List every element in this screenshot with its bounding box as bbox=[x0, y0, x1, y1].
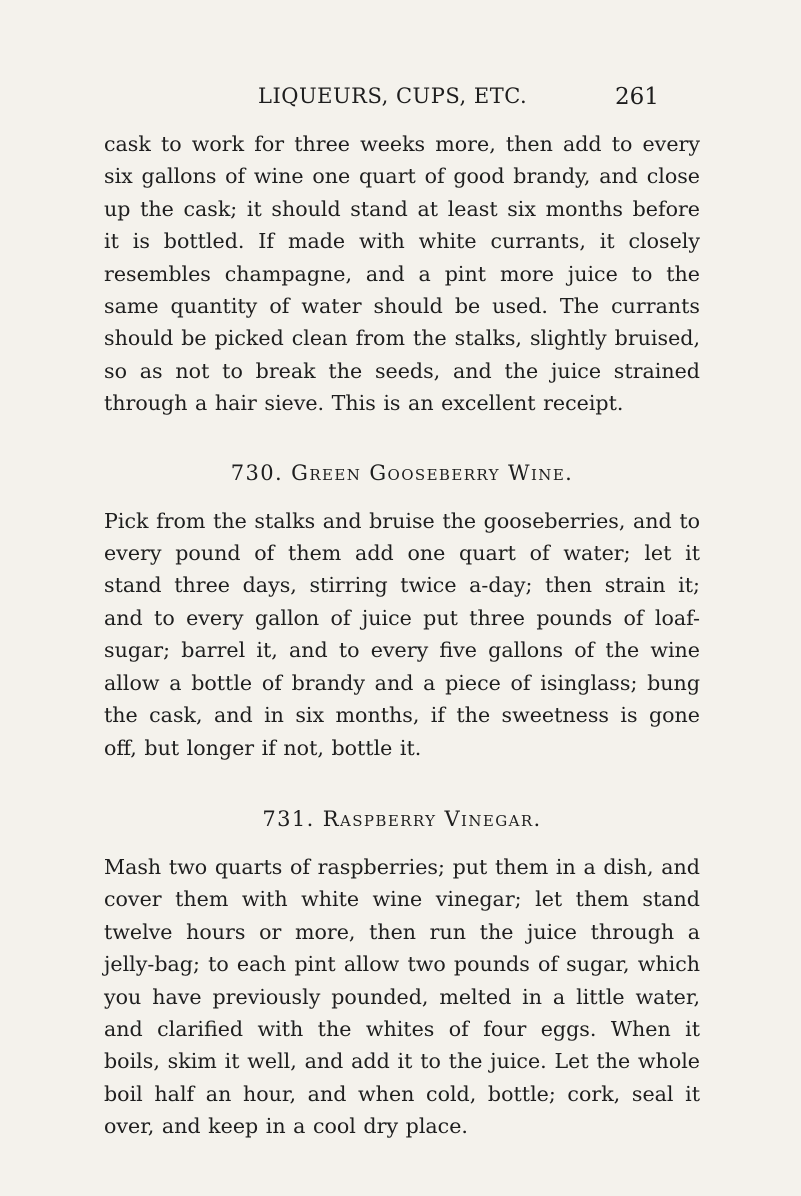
running-title: LIQUEURS, CUPS, ETC. bbox=[258, 84, 528, 108]
recipe-body-730: Pick from the stalks and bruise the gooseberries, and to every pound of them add one quart of water; let it stand three days, stirring twice a-day; then strain it; and to every gallon of juice put three pounds of loaf-sugar; barrel it, and to every five gallons of the wine allow a bottle of brandy and a piece of isinglass; bung the cask, and in six months, if the sweetness is gone off, but longer if not, bottle it. bbox=[104, 508, 700, 760]
page-body bbox=[104, 128, 700, 1143]
recipe-heading-730: 730. Green Gooseberry Wine. bbox=[230, 460, 574, 485]
recipe-body-731: Mash two quarts of raspberries; put them in a dish, and cover them with white wine vinegar; let them stand twelve hours or more, then run the juice through a jelly-bag; to each pint allow two pounds of sugar, which you have previously pounded, melted in a little water, and clarified with the whites of four eggs. When it boils, skim it well, and add it to the juice. Let the whole boil half an hour, and when cold, bottle; cork, seal it over, and keep in a cool dry place. bbox=[104, 854, 700, 1139]
recipe-heading-731: 731. Raspberry Vinegar. bbox=[262, 806, 542, 831]
continuation-paragraph: cask to work for three weeks more, then add to every six gallons of wine one quart of good brandy, and close up the cask; it should stand at least six months before it is bottled. If made with white currants, it closely resembles champagne, and a pint more juice to the same quantity of water should be used. The currants should be picked clean from the stalks, slightly bruised, so as not to break the seeds, and the juice strained through a hair sieve. This is an excellent receipt. bbox=[104, 132, 700, 416]
running-header bbox=[0, 84, 801, 114]
page-number: 261 bbox=[615, 84, 659, 110]
